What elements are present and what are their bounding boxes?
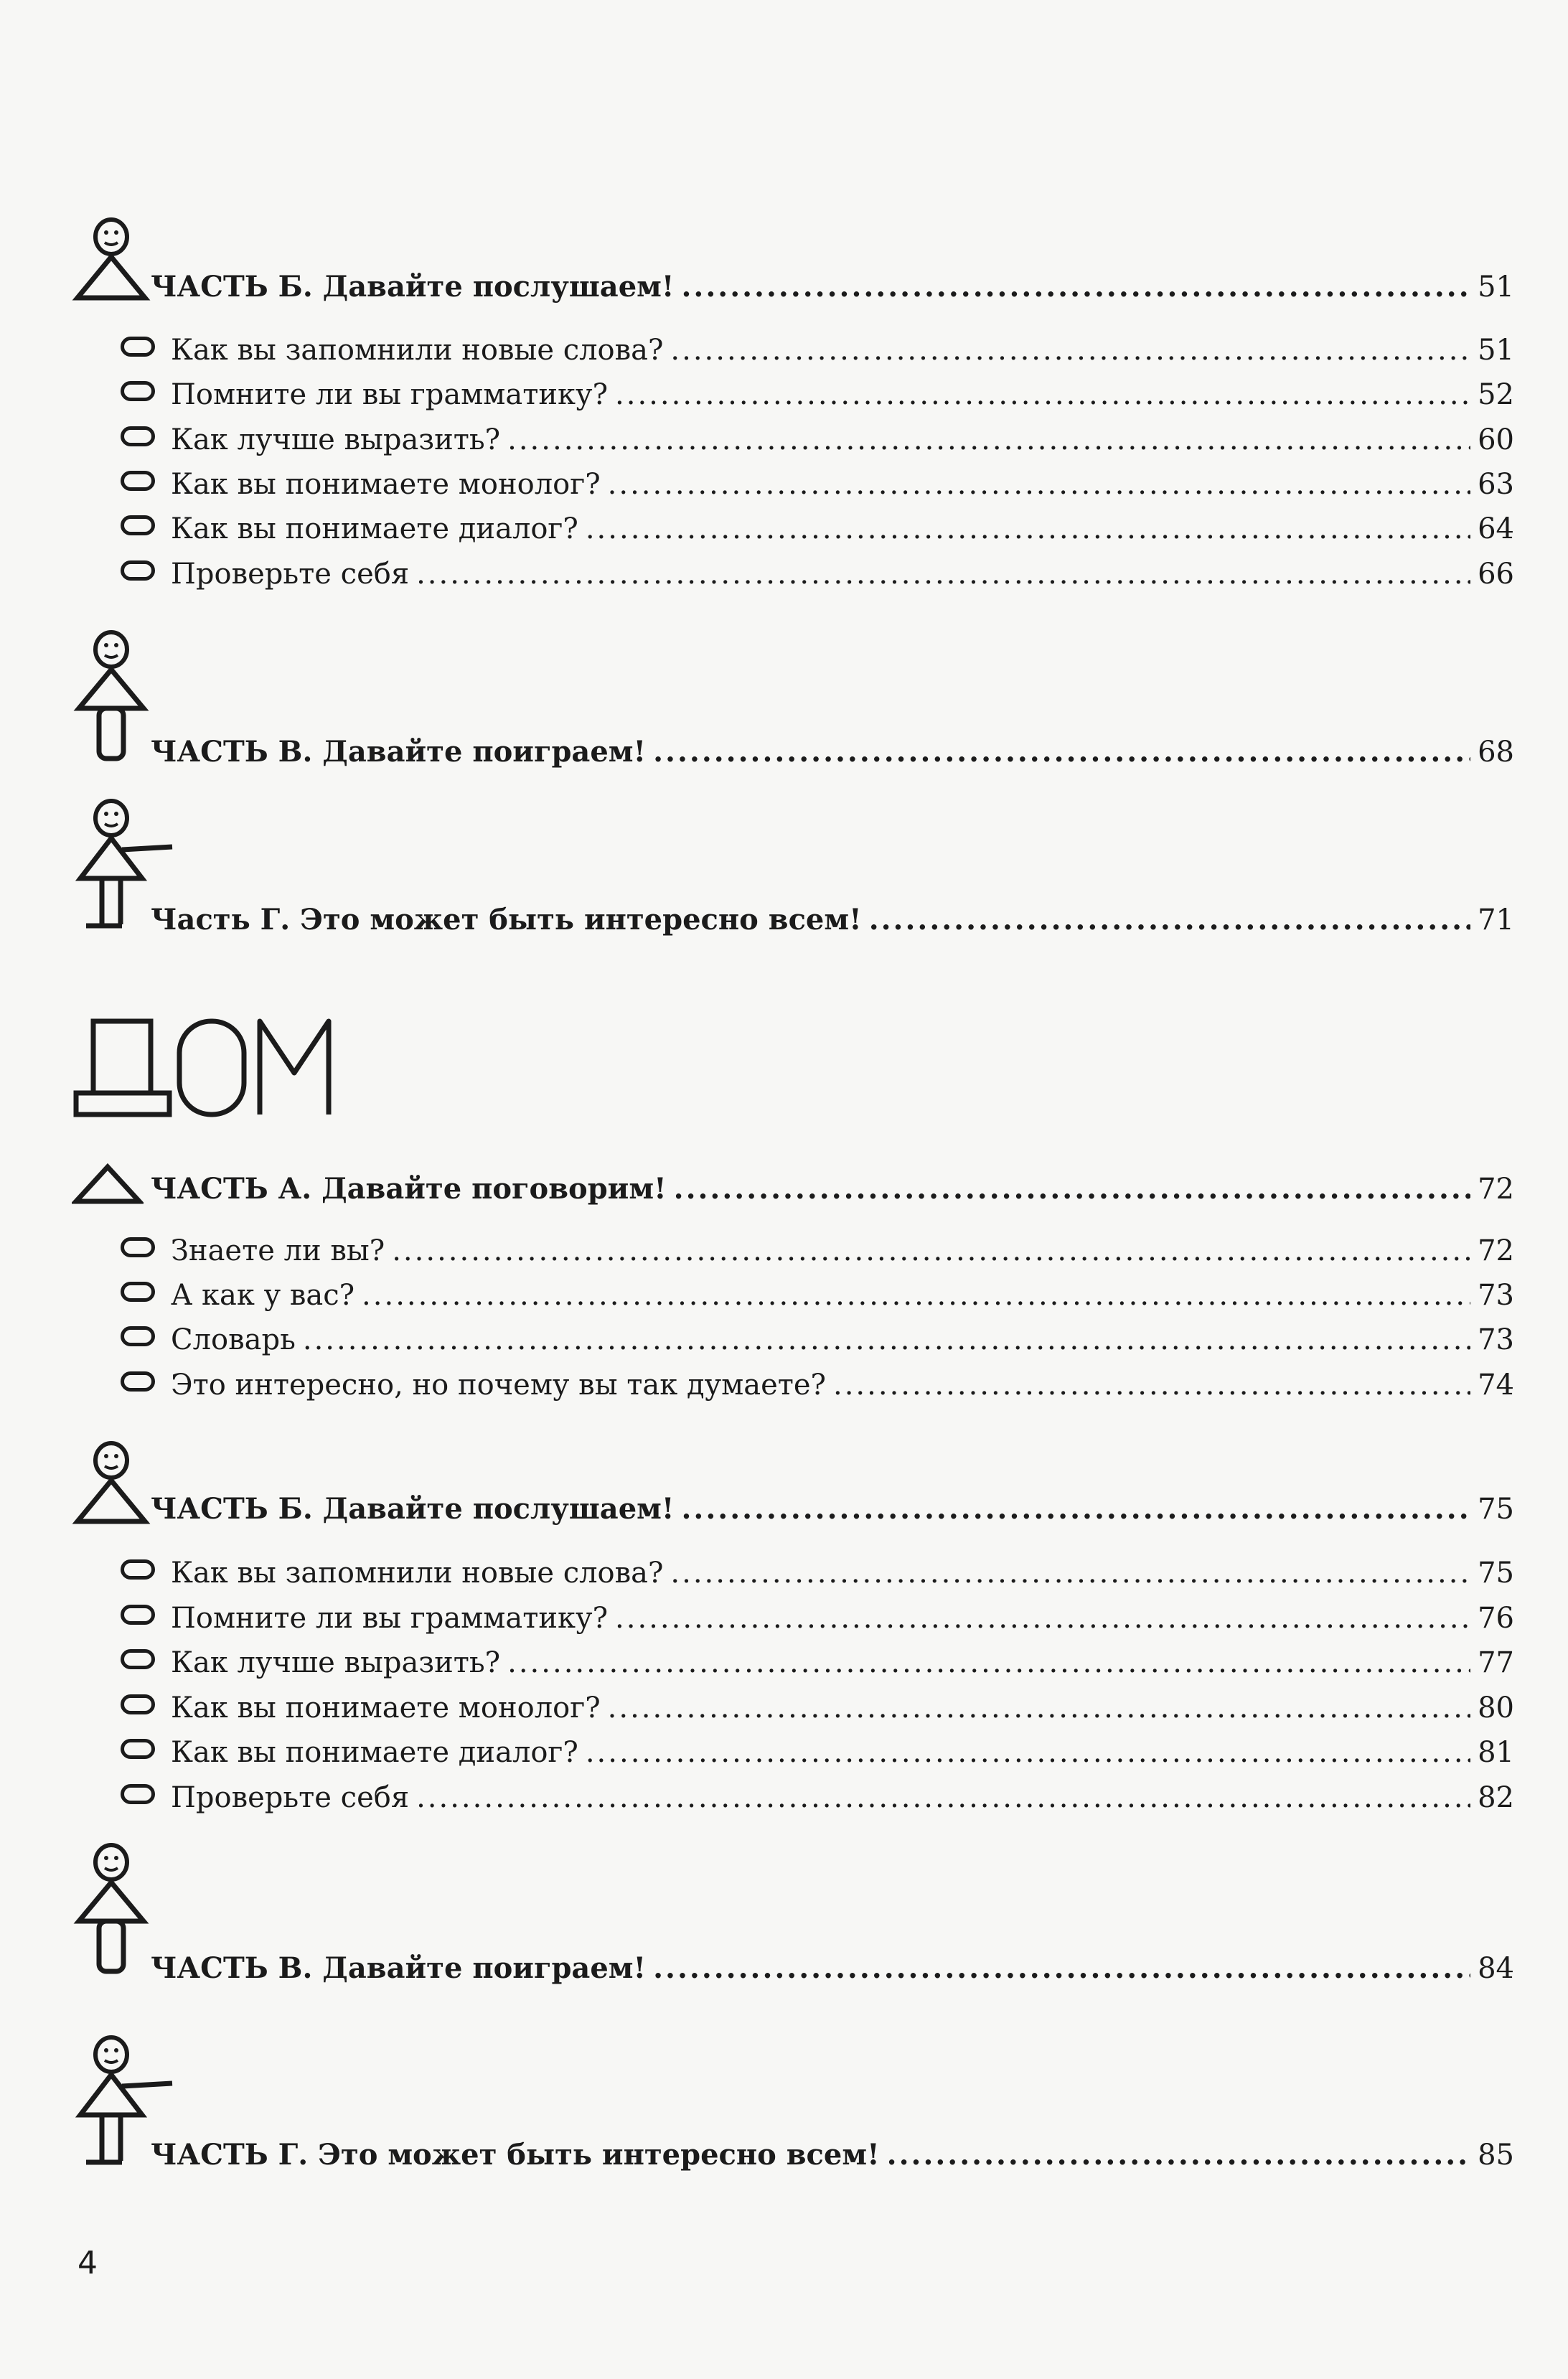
toc-entry[interactable]: Как вы понимаете монолог? ..... 63 [121,463,1514,506]
toc-entry[interactable]: Как вы запомнили новые слова? ..... 51 [121,329,1514,372]
bullet-icon [121,1559,155,1580]
bullet-icon [121,1649,155,1669]
toc-entry[interactable]: А как у вас? ..... 73 [121,1274,1514,1317]
toc-entry[interactable]: Знаете ли вы? ..... 72 [121,1229,1514,1272]
toc-entry[interactable]: ЧАСТЬ А. Давайте поговорим! ..... 72 [151,1168,1514,1211]
bullet-icon [121,1694,155,1714]
bullet-icon [121,426,155,446]
bullet-icon [121,337,155,357]
toc-entry[interactable]: Как вы понимаете диалог? ..... 81 [121,1731,1514,1774]
toc-entry[interactable]: Помните ли вы грамматику? ..... 76 [121,1597,1514,1640]
bullet-icon [121,381,155,401]
toc-entry[interactable]: ЧАСТЬ В. Давайте поиграем! ..... 84 [151,1947,1514,1990]
bullet-icon [121,1282,155,1302]
toc-entry[interactable]: Словарь ..... 73 [121,1318,1514,1361]
toc-entry[interactable]: Как вы понимаете диалог? ..... 64 [121,507,1514,550]
house-icon [72,1015,366,1123]
bullet-icon [121,515,155,535]
bullet-icon [121,471,155,491]
bullet-icon [121,1739,155,1759]
toc-entry[interactable]: Это интересно, но почему вы так думаете? ..... 74 [121,1364,1514,1407]
bullet-icon [121,1326,155,1346]
toc-entry[interactable]: Помните ли вы грамматику? ..... 52 [121,373,1514,416]
bullet-icon [121,560,155,581]
toc-entry[interactable]: Как лучше выразить? ..... 60 [121,418,1514,461]
standing-figure-icon [72,1841,151,1977]
toc-entry[interactable]: Как вы запомнили новые слова? ..... 75 [121,1552,1514,1595]
triangle-figure-icon [72,1439,151,1525]
bullet-icon [121,1605,155,1625]
toc-entry[interactable]: ЧАСТЬ Б. Давайте послушаем! ..... 75 [151,1488,1514,1531]
toc-entry[interactable]: Как вы понимаете монолог? ..... 80 [121,1686,1514,1730]
toc-entry[interactable]: Часть Г. Это может быть интересно всем! ..... 71 [151,898,1514,942]
toc-entry[interactable]: Проверьте себя ..... 66 [121,553,1514,596]
bullet-icon [121,1237,155,1257]
standing-figure-icon [72,628,151,764]
toc-entry[interactable]: ЧАСТЬ Б. Давайте послушаем! ..... 51 [151,266,1514,309]
bullet-icon [121,1371,155,1392]
triangle-figure-icon [72,215,151,301]
toc-entry[interactable]: ЧАСТЬ В. Давайте поиграем! ..... 68 [151,731,1514,774]
toc-entry[interactable]: Проверьте себя ..... 82 [121,1776,1514,1819]
bullet-icon [121,1784,155,1804]
toc-entry[interactable]: Как лучше выразить? ..... 77 [121,1641,1514,1684]
triangle-icon [72,1163,144,1206]
page-number: 4 [78,2245,98,2281]
toc-entry[interactable]: ЧАСТЬ Г. Это может быть интересно всем! ..... 85 [151,2134,1514,2177]
